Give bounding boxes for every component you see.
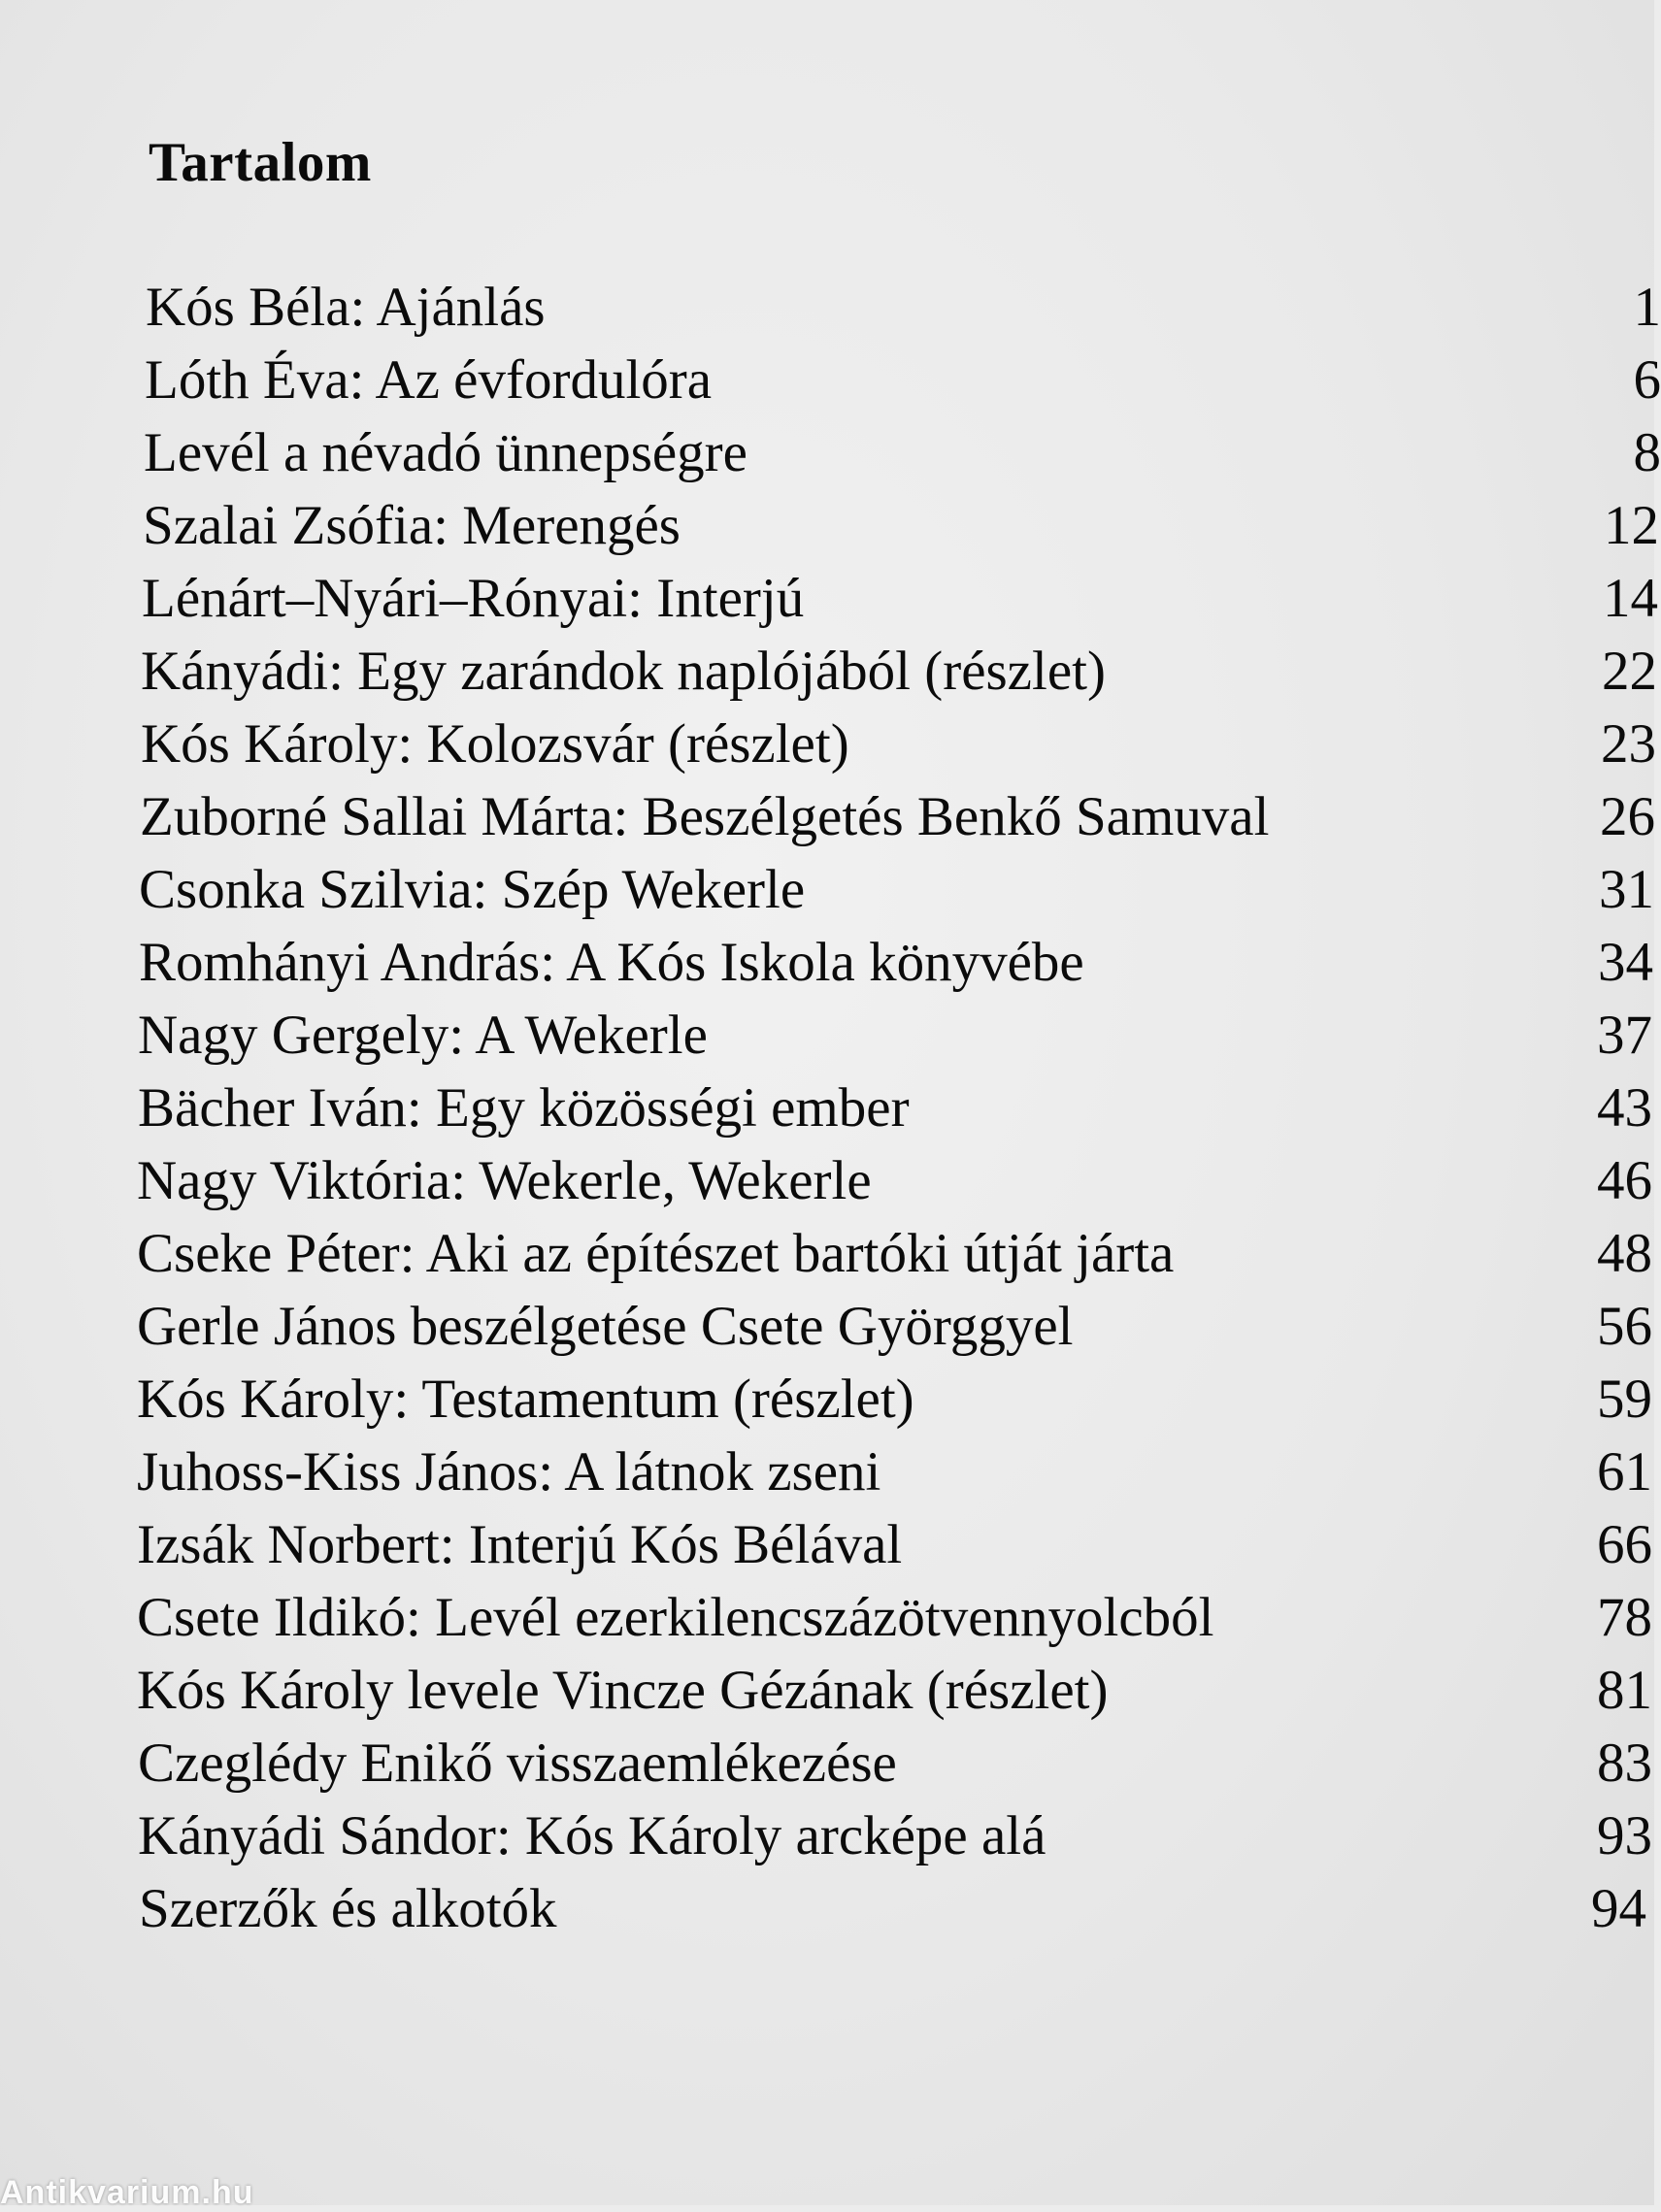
- toc-entry-page: 37: [1597, 1005, 1652, 1066]
- toc-entry-page: 66: [1597, 1514, 1652, 1575]
- toc-entry-title: Lóth Éva: Az évfordulóra: [145, 349, 713, 411]
- toc-entry-page: 26: [1600, 786, 1655, 847]
- toc-entry-page: 12: [1604, 495, 1659, 556]
- toc-entry-page: 93: [1597, 1805, 1652, 1866]
- toc-entry-title: Nagy Gergely: A Wekerle: [138, 1005, 708, 1066]
- toc-entry-title: Juhoss-Kiss János: A látnok zseni: [137, 1441, 881, 1502]
- toc-entry-title: Kós Károly: Testamentum (részlet): [137, 1369, 914, 1430]
- toc-entry-page: 1: [1633, 277, 1661, 338]
- toc-entry-page: 6: [1633, 349, 1661, 411]
- toc-entry-title: Kós Károly levele Vincze Gézának (részlet): [137, 1660, 1109, 1721]
- toc-entry-title: Levél a névadó ünnepségre: [144, 422, 747, 483]
- toc-entry-title: Czeglédy Enikő visszaemlékezése: [138, 1733, 897, 1794]
- toc-entry-page: 34: [1598, 932, 1653, 993]
- toc-entry-title: Zuborné Sallai Márta: Beszélgetés Benkő Samuval: [140, 786, 1270, 847]
- toc-entry-page: 56: [1597, 1296, 1652, 1357]
- toc-entry-title: Lénárt–Nyári–Rónyai: Interjú: [142, 568, 805, 629]
- toc-entry-title: Csonka Szilvia: Szép Wekerle: [139, 859, 806, 920]
- toc-entry-page: 48: [1597, 1223, 1652, 1284]
- toc-entry-title: Gerle János beszélgetése Csete Györggyel: [137, 1296, 1074, 1357]
- toc-entry-title: Szalai Zsófia: Merengés: [143, 495, 681, 556]
- toc-entry-page: 43: [1597, 1077, 1652, 1139]
- toc-entry-title: Csete Ildikó: Levél ezerkilencszázötvennyolcból: [137, 1587, 1214, 1648]
- toc-entry-page: 59: [1597, 1369, 1652, 1430]
- toc-entry-title: Kányádi Sándor: Kós Károly arcképe alá: [138, 1805, 1046, 1866]
- toc-entry-page: 46: [1597, 1150, 1652, 1211]
- toc-entry-page: 78: [1597, 1587, 1652, 1648]
- page-title: Tartalom: [149, 132, 372, 193]
- toc-entry-page: 8: [1633, 422, 1661, 483]
- toc-entry-title: Kós Károly: Kolozsvár (részlet): [141, 713, 849, 775]
- toc-entry-title: Bächer Iván: Egy közösségi ember: [138, 1077, 910, 1139]
- toc-entry-page: 23: [1601, 713, 1656, 775]
- toc-entry-title: Szerzők és alkotók: [139, 1878, 557, 1939]
- toc-entry-page: 22: [1602, 641, 1657, 702]
- toc-entry-page: 94: [1591, 1878, 1646, 1939]
- toc-entry-title: Romhányi András: A Kós Iskola könyvébe: [139, 932, 1084, 993]
- toc-entry-page: 61: [1597, 1441, 1652, 1502]
- toc-entry-title: Izsák Norbert: Interjú Kós Bélával: [137, 1514, 903, 1575]
- watermark: Antikvarium.hu: [0, 2174, 254, 2211]
- toc-entry-page: 14: [1603, 568, 1658, 629]
- toc-entry-title: Cseke Péter: Aki az építészet bartóki útját járta: [137, 1223, 1175, 1284]
- toc-entry-page: 83: [1597, 1733, 1652, 1794]
- toc-entry-title: Kányádi: Egy zarándok naplójából (részlet): [141, 641, 1106, 702]
- toc-entry-title: Nagy Viktória: Wekerle, Wekerle: [137, 1150, 872, 1211]
- toc-entry-title: Kós Béla: Ajánlás: [146, 277, 546, 338]
- toc-entry-page: 31: [1599, 859, 1654, 920]
- toc-entry-page: 81: [1597, 1660, 1652, 1721]
